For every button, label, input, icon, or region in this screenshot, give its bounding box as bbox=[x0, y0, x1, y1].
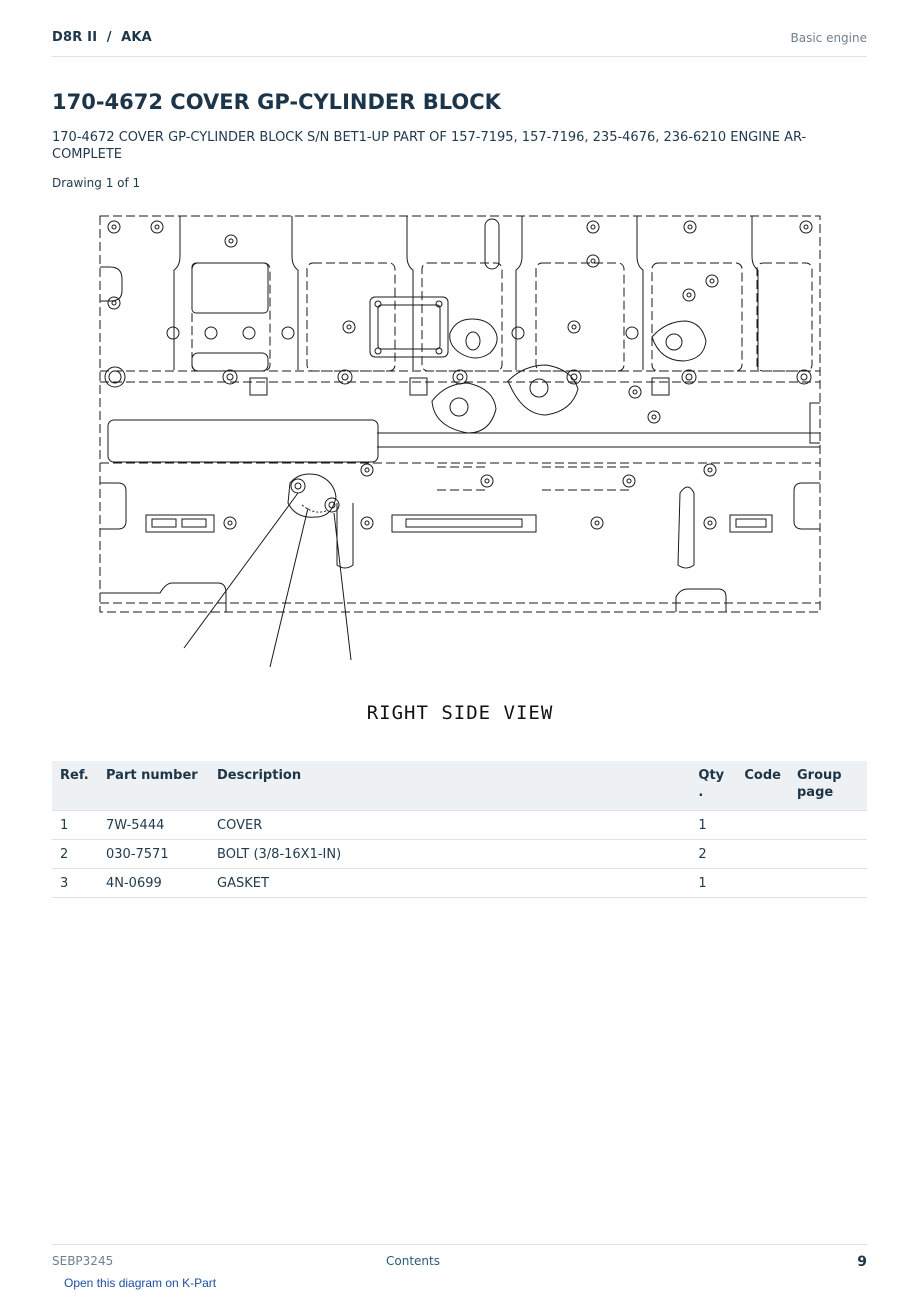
cell-qty: 1 bbox=[690, 869, 736, 898]
cell-code bbox=[736, 869, 789, 898]
document-id: SEBP3245 bbox=[52, 1254, 114, 1268]
contents-link[interactable]: Contents bbox=[386, 1254, 440, 1268]
diagram-caption: RIGHT SIDE VIEW bbox=[366, 702, 554, 724]
parts-table bbox=[52, 761, 867, 898]
cell-part-number: 4N-0699 bbox=[98, 869, 209, 898]
bolt-parts bbox=[291, 479, 339, 512]
page-subtitle: 170-4672 COVER GP-CYLINDER BLOCK S/N BET1-UP PART OF 157-7195, 157-7196, 235-4676, 236-6210 ENGINE AR-COMPLETE bbox=[52, 130, 807, 162]
col-code: Code bbox=[736, 761, 789, 811]
cell-description: COVER bbox=[209, 811, 690, 840]
col-group-page: Group page bbox=[789, 761, 867, 811]
drawing-info: Drawing 1 of 1 bbox=[52, 176, 141, 190]
table-row[interactable] bbox=[52, 840, 867, 869]
cell-qty: 2 bbox=[690, 840, 736, 869]
table-row[interactable] bbox=[52, 811, 867, 840]
cell-ref: 1 bbox=[52, 811, 98, 840]
cell-part-number: 7W-5444 bbox=[98, 811, 209, 840]
cell-code bbox=[736, 840, 789, 869]
cell-code bbox=[736, 811, 789, 840]
gasket-part bbox=[302, 505, 326, 512]
col-qty: Qty . bbox=[690, 761, 736, 811]
open-diagram-link[interactable]: Open this diagram on K-Part bbox=[64, 1276, 217, 1290]
breadcrumb[interactable]: D8R II / AKA bbox=[52, 30, 152, 45]
page-title: 170-4672 COVER GP-CYLINDER BLOCK bbox=[52, 90, 501, 114]
col-ref: Ref. bbox=[52, 761, 98, 811]
table-header-row bbox=[52, 761, 867, 811]
cell-group-page bbox=[789, 869, 867, 898]
cell-qty: 1 bbox=[690, 811, 736, 840]
cell-description: BOLT (3/8-16X1-IN) bbox=[209, 840, 690, 869]
page-number: 9 bbox=[857, 1254, 867, 1270]
page-footer bbox=[52, 1244, 867, 1275]
cell-group-page bbox=[789, 811, 867, 840]
parts-diagram[interactable] bbox=[52, 205, 867, 745]
col-description: Description bbox=[209, 761, 690, 811]
page-header bbox=[52, 28, 867, 57]
table-row[interactable] bbox=[52, 869, 867, 898]
cell-ref: 3 bbox=[52, 869, 98, 898]
cell-description: GASKET bbox=[209, 869, 690, 898]
cell-ref: 2 bbox=[52, 840, 98, 869]
cell-group-page bbox=[789, 840, 867, 869]
col-part-number: Part number bbox=[98, 761, 209, 811]
leader-lines bbox=[184, 493, 351, 667]
section-label: Basic engine bbox=[790, 31, 867, 45]
cell-part-number: 030-7571 bbox=[98, 840, 209, 869]
